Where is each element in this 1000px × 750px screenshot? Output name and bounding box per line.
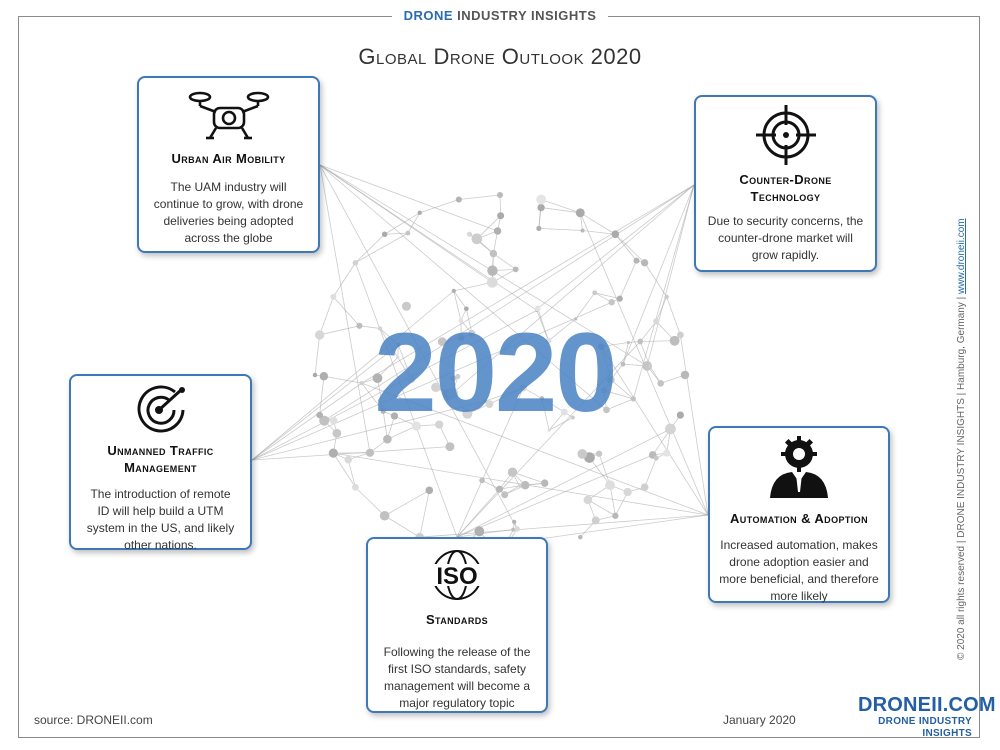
- center-year: 2020: [374, 310, 616, 435]
- network-node: [592, 516, 600, 524]
- network-node: [344, 456, 352, 464]
- urban-air-mobility-text: The UAM industry will continue to grow, with drone deliveries being adopted across the globe: [153, 180, 304, 245]
- header-brand-word: DRONE: [403, 8, 454, 23]
- network-edge: [615, 234, 636, 260]
- network-node: [472, 233, 483, 244]
- urban-air-mobility-card: [137, 76, 320, 253]
- network-node: [479, 478, 485, 484]
- network-node: [501, 491, 508, 498]
- logo-main: DRONEII.COM: [858, 694, 996, 716]
- copyright-note: [956, 218, 967, 660]
- network-node: [641, 483, 649, 491]
- network-node: [456, 196, 462, 202]
- person-gear-icon: [764, 434, 834, 500]
- network-edge: [620, 261, 637, 299]
- header-brand-rest: INDUSTRY INSIGHTS: [457, 8, 597, 23]
- network-edge: [454, 282, 493, 291]
- network-node: [513, 266, 519, 272]
- network-node: [637, 339, 643, 345]
- network-node: [654, 456, 659, 461]
- network-node: [446, 442, 455, 451]
- network-node: [580, 228, 584, 232]
- network-node: [353, 260, 358, 265]
- network-edge: [459, 195, 500, 200]
- standards-text: Following the release of the first ISO standards, safety management will become a major regulatory topic: [383, 645, 531, 710]
- network-edge: [315, 335, 320, 375]
- network-node: [578, 535, 583, 540]
- network-node: [612, 230, 620, 238]
- iso-icon: [422, 547, 492, 603]
- urban-air-mobility-title: Urban Air Mobility: [171, 151, 286, 166]
- network-node: [536, 226, 541, 231]
- automation-text: Increased automation, makes drone adoption easier and more beneficial, and therefore more likely: [719, 538, 879, 603]
- network-edge: [541, 208, 580, 213]
- source-note: source: DRONEII.com: [34, 713, 153, 727]
- connector-line: [457, 429, 670, 537]
- network-node: [320, 372, 328, 380]
- network-node: [592, 290, 597, 295]
- crosshair-icon: [754, 103, 818, 167]
- network-node: [577, 449, 587, 459]
- utm-card: [69, 374, 252, 550]
- network-edge: [420, 200, 459, 213]
- droneii-logo: [858, 694, 996, 740]
- network-node: [313, 373, 318, 378]
- network-node: [316, 412, 323, 419]
- network-node: [612, 513, 618, 519]
- network-node: [663, 450, 670, 457]
- utm-text: The introduction of remote ID will help build a UTM system in the US, and likely other nations.: [86, 487, 235, 552]
- network-node: [681, 371, 689, 379]
- network-node: [497, 192, 503, 198]
- network-node: [657, 380, 664, 387]
- network-edge: [493, 254, 515, 270]
- automation-card: [708, 426, 890, 603]
- network-edge: [640, 341, 674, 342]
- network-node: [633, 258, 639, 264]
- counter-drone-title: Counter-Drone: [739, 172, 832, 187]
- network-node: [576, 208, 585, 217]
- network-node: [512, 520, 516, 524]
- copyright-text: © 2020 all rights reserved | DRONE INDUSTRY INSIGHTS | Hamburg, Germany |: [956, 293, 967, 660]
- connector-line: [538, 185, 694, 308]
- network-node: [677, 411, 684, 418]
- network-edge: [320, 297, 334, 335]
- website-link[interactable]: www.droneii.com: [956, 218, 967, 294]
- network-node: [596, 451, 602, 457]
- network-node: [521, 481, 529, 489]
- network-node: [330, 417, 338, 425]
- counter-drone-card: [694, 95, 877, 272]
- network-node: [584, 496, 593, 505]
- network-edge: [355, 487, 384, 516]
- network-node: [467, 232, 472, 237]
- network-node: [487, 277, 498, 288]
- utm-title-line2: Management: [124, 460, 197, 475]
- drone-icon: [184, 84, 274, 142]
- network-node: [641, 259, 648, 266]
- network-edge: [348, 460, 355, 488]
- network-edge: [599, 454, 610, 485]
- network-node: [541, 479, 548, 486]
- network-node: [677, 332, 684, 339]
- network-node: [487, 265, 497, 275]
- network-node: [352, 484, 359, 491]
- network-edge: [320, 376, 324, 415]
- network-node: [380, 511, 390, 521]
- counter-drone-title-line2: Technology: [750, 189, 821, 204]
- network-node: [665, 295, 669, 299]
- utm-title: Unmanned Traffic: [107, 443, 214, 458]
- network-edge: [385, 213, 420, 234]
- network-node: [617, 296, 623, 302]
- network-node: [496, 486, 503, 493]
- network-edge: [615, 234, 644, 263]
- network-node: [418, 211, 422, 215]
- network-node: [508, 468, 517, 477]
- network-node: [426, 487, 434, 495]
- network-node: [624, 488, 632, 496]
- iso-icon-text: ISO: [436, 563, 478, 590]
- page-title: Global Drone Outlook 2020: [358, 44, 642, 69]
- connector-line: [252, 383, 362, 460]
- network-node: [329, 449, 338, 458]
- network-node: [514, 526, 519, 531]
- network-node: [518, 484, 521, 487]
- network-edge: [385, 490, 430, 515]
- connector-line: [320, 165, 492, 282]
- network-node: [405, 231, 410, 236]
- network-edge: [420, 490, 430, 537]
- date-label: January 2020: [723, 713, 796, 727]
- network-edge: [333, 263, 355, 297]
- network-node: [605, 480, 615, 490]
- network-node: [315, 330, 324, 339]
- network-node: [609, 299, 615, 305]
- network-node: [648, 364, 652, 368]
- network-edge: [645, 458, 657, 487]
- automation-title: Automation & Adoption: [730, 511, 868, 526]
- network-edge: [385, 233, 408, 234]
- network-node: [494, 227, 501, 234]
- connector-line: [333, 453, 708, 515]
- network-edge: [539, 228, 583, 230]
- network-node: [330, 294, 336, 300]
- network-edge: [667, 297, 681, 335]
- logo-sub: DRONE INDUSTRY INSIGHTS: [878, 716, 972, 739]
- network-node: [537, 204, 544, 211]
- network-node: [665, 424, 676, 435]
- connector-line: [680, 335, 708, 515]
- standards-card: [366, 537, 548, 713]
- network-node: [366, 449, 374, 457]
- radar-icon: [131, 382, 191, 438]
- counter-drone-text: Due to security concerns, the counter-drone market will grow rapidly.: [707, 214, 864, 262]
- network-edge: [320, 326, 360, 335]
- network-node: [474, 526, 484, 536]
- network-node: [382, 232, 387, 237]
- network-edge: [541, 200, 580, 213]
- network-node: [452, 289, 456, 293]
- network-node: [490, 250, 497, 257]
- network-edge: [385, 516, 420, 537]
- network-node: [653, 318, 659, 324]
- network-node: [497, 212, 504, 219]
- network-node: [536, 195, 546, 205]
- connector-line: [457, 455, 653, 537]
- standards-title: Standards: [425, 612, 489, 627]
- network-node: [332, 429, 341, 438]
- network-edge: [588, 500, 615, 516]
